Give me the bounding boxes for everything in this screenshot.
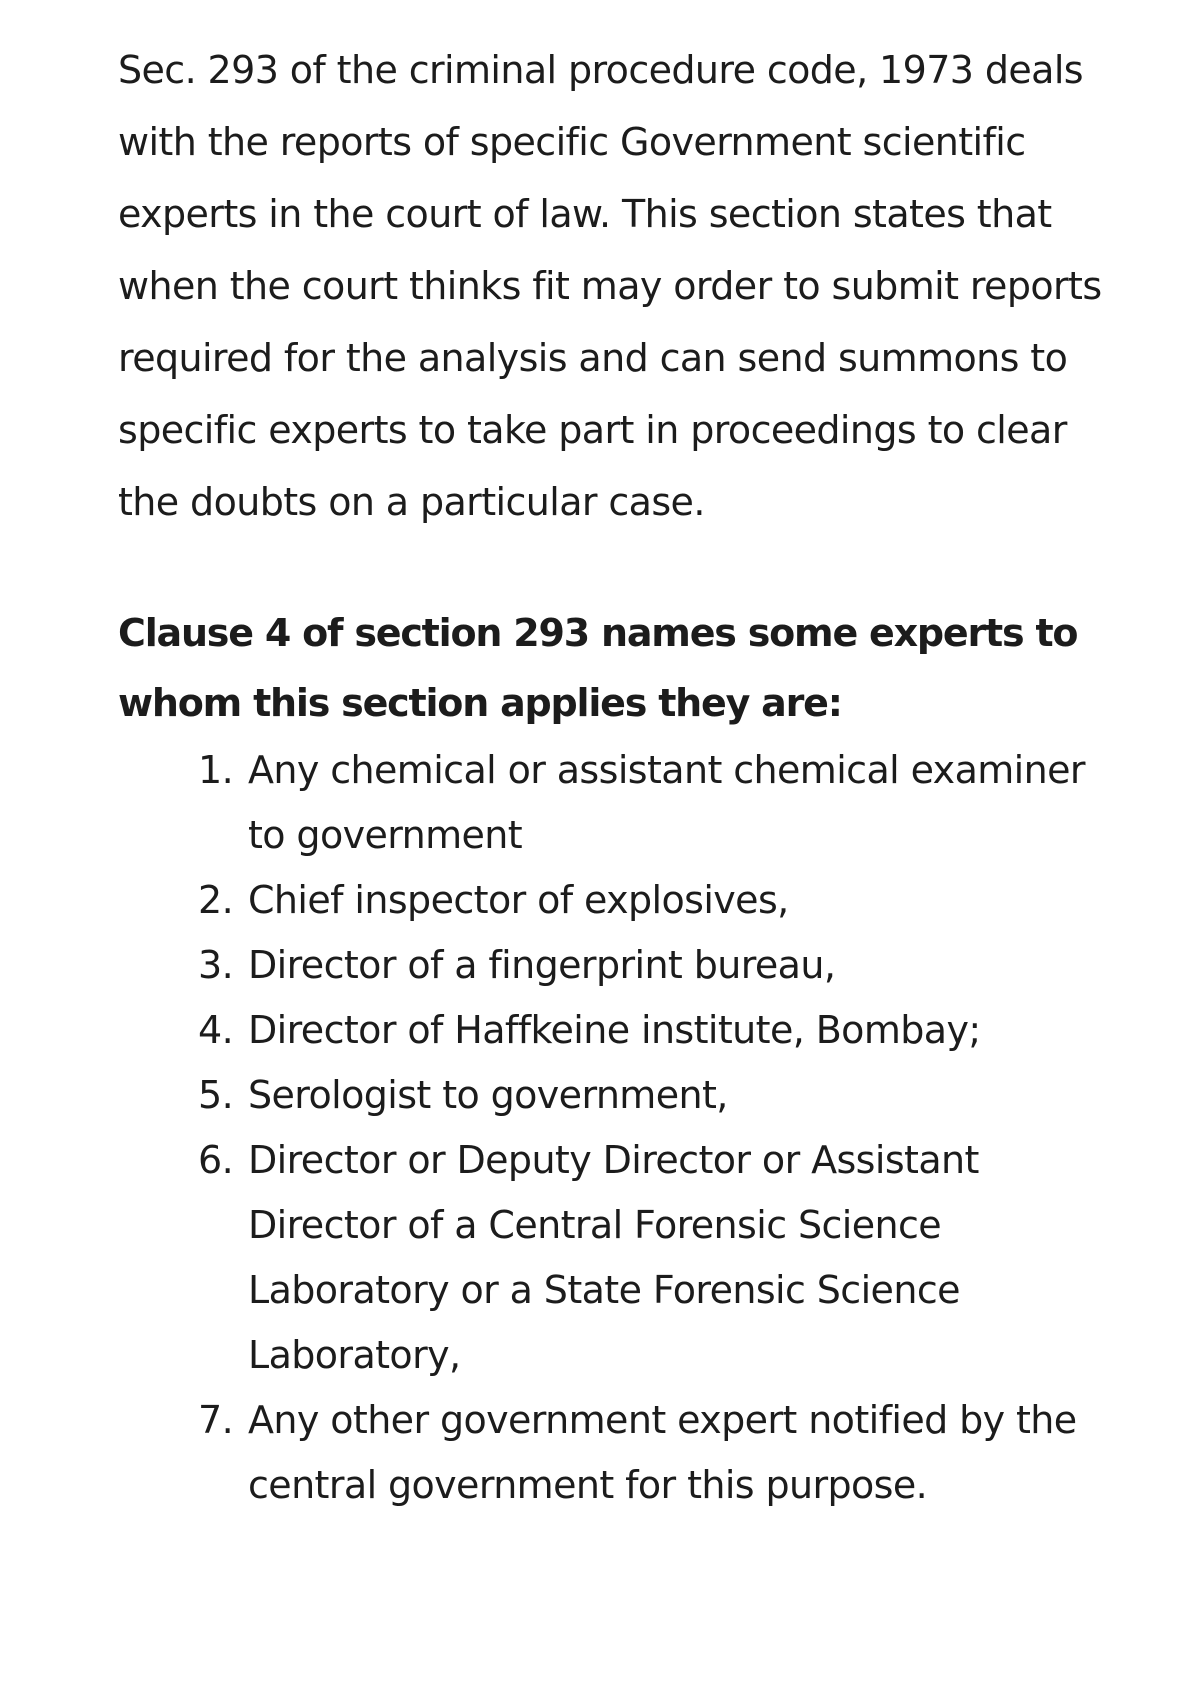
list-item bbox=[198, 1388, 1118, 1518]
list-item bbox=[198, 998, 1118, 1063]
list-item-text: Serologist to government, bbox=[248, 1073, 728, 1117]
list-item-text: Chief inspector of explosives, bbox=[248, 878, 789, 922]
list-item-text: Director of Haffkeine institute, Bombay; bbox=[248, 1008, 981, 1052]
experts-list bbox=[118, 738, 1118, 1518]
list-item-number: 3. bbox=[198, 943, 234, 987]
list-item-text: Any other government expert notified by the central government for this purpose. bbox=[248, 1398, 1077, 1507]
list-item-number: 1. bbox=[198, 748, 234, 792]
list-item bbox=[198, 868, 1118, 933]
intro-paragraph: Sec. 293 of the criminal procedure code, 1973 deals with the reports of specific Government scientific experts in the court of law. This section states that when the court thinks fit may order to submit reports required for the analysis and can send summons to specific experts to take part in proceedings to clear the doubts on a particular case. bbox=[118, 48, 1102, 524]
list-item-text: Director of a fingerprint bureau, bbox=[248, 943, 836, 987]
clause-heading: Clause 4 of section 293 names some experts to whom this section applies they are: bbox=[118, 611, 1078, 725]
list-item-text: Director or Deputy Director or Assistant Director of a Central Forensic Science Laboratory or a State Forensic Science Laboratory, bbox=[248, 1138, 979, 1377]
list-item bbox=[198, 1128, 1118, 1388]
list-item-text: Any chemical or assistant chemical examiner to government bbox=[248, 748, 1085, 857]
list-item-number: 7. bbox=[198, 1398, 234, 1442]
list-item-number: 4. bbox=[198, 1008, 234, 1052]
list-item-number: 6. bbox=[198, 1138, 234, 1182]
list-item-number: 2. bbox=[198, 878, 234, 922]
list-item bbox=[198, 1063, 1118, 1128]
list-item bbox=[198, 738, 1118, 868]
list-item bbox=[198, 933, 1118, 998]
document-page bbox=[118, 34, 1118, 1518]
list-item-number: 5. bbox=[198, 1073, 234, 1117]
